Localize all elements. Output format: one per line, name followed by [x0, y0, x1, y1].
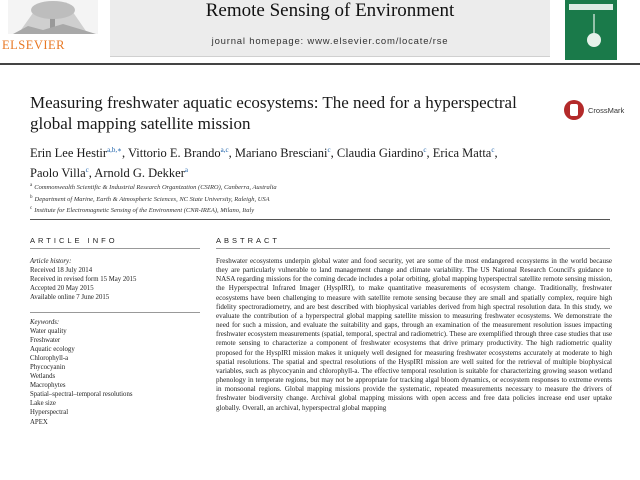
author-affil-ref[interactable]: c [423, 146, 427, 154]
author-affil-ref[interactable]: c [327, 146, 331, 154]
affiliation-text: Institute for Electromagnetic Sensing of the Environment (CNR-IREA), Milano, Italy [34, 207, 255, 215]
author-sep: , [426, 146, 433, 161]
history-label: Article history: [30, 258, 72, 265]
affiliation-text: Department of Marine, Earth & Atmospheric Sciences, NC State University, Raleigh, USA [34, 195, 270, 203]
history-item: Received 18 July 2014 [30, 267, 93, 274]
author-name[interactable]: Paolo Villa [30, 166, 86, 181]
author-sep: , [330, 146, 337, 161]
article-info-rule [30, 248, 200, 249]
crossmark-icon [564, 100, 584, 120]
paper-title: Measuring freshwater aquatic ecosystems: The need for a hyperspectral global mapping satellite mission [30, 93, 517, 133]
author-sep: , [88, 166, 95, 181]
author-affil-ref[interactable]: a,c [220, 146, 229, 154]
journal-title[interactable]: Remote Sensing of Environment [205, 0, 455, 21]
author-affil-ref[interactable]: c [491, 146, 495, 154]
keywords-list [30, 318, 205, 427]
author-affil-ref[interactable]: c [85, 166, 89, 175]
keyword-item: Spatial–spectral–temporal resolutions [30, 391, 133, 399]
author-name[interactable]: Mariano Bresciani [234, 146, 328, 161]
keyword-item: Phycocyanin [30, 364, 66, 372]
history-item: Received in revised form 15 May 2015 [30, 276, 137, 283]
keyword-item: Chlorophyll-a [30, 355, 69, 363]
article-history [30, 257, 205, 302]
author-name[interactable]: Vittorio E. Brando [127, 146, 221, 161]
history-item: Available online 7 June 2015 [30, 294, 110, 301]
publisher-name: ELSEVIER [2, 38, 66, 52]
author-name[interactable]: Claudia Giardino [336, 146, 424, 161]
keyword-item: Freshwater [30, 337, 61, 345]
affiliation-item [30, 204, 590, 216]
keyword-item: Aquatic ecology [30, 346, 75, 354]
crossmark-label: CrossMark [588, 105, 625, 115]
affiliation-marker: b [30, 194, 33, 200]
affiliation-text: Commonwealth Scientific & Industrial Research Organization (CSIRO), Canberra, Australia [34, 184, 277, 192]
author-affil-ref[interactable]: a [184, 166, 189, 175]
affiliation-marker: c [30, 206, 33, 212]
author-affil-ref[interactable]: a,b,∗ [107, 146, 122, 154]
journal-banner [110, 0, 550, 57]
keyword-item: Lake size [30, 400, 56, 408]
author-name[interactable]: Arnold G. Dekker [94, 166, 185, 181]
affiliation-marker: a [30, 183, 33, 188]
affiliation-item [30, 193, 590, 205]
author-sep: , [228, 146, 235, 161]
journal-cover-image[interactable] [565, 0, 617, 60]
journal-header [0, 0, 640, 62]
abstract-rule [216, 248, 610, 249]
article-info-heading: ARTICLE INFO [30, 236, 118, 245]
keywords-label: Keywords: [30, 319, 60, 326]
tree-logo-icon [8, 0, 98, 34]
keywords-rule [30, 312, 200, 313]
keyword-item: Macrophytes [30, 382, 66, 390]
header-divider [0, 63, 640, 65]
affiliation-list [30, 181, 590, 216]
author-sep: , [494, 146, 498, 161]
keyword-item: Water quality [30, 328, 67, 336]
affiliation-item [30, 181, 590, 193]
keyword-item: APEX [30, 418, 48, 426]
abstract-text: Freshwater ecosystems underpin global water and food security, yet are some of the most endangered ecosystems in the world because they are particularly vulnerable to land management change and climate variability. The US National Research Council's guidance to NASA regarding missions for the coming decade includes a polar orbiting, global mapping hyperspectral satellite remote sensing mission, the Hyperspectral Infrared Imager (HyspIRI), to make quantitative measurements of ecosystem change. Traditionally, freshwater ecosystems have been challenging to measure with satellite remote sensing because they are small and spatially complex, require high fidelity spectroradiometry, and are best described with biophysical variables derived from high spectral resolution data. In this study, we evaluate the contribution of a hyperspectral global mapping satellite mission to measuring freshwater ecosystems. We demonstrate the need for such a mission, and evaluate the suitability and gaps, through an examination of the measurement resolution issues impacting freshwater ecosystem measurements (spatial, temporal, spectral and radiometric). These are exemplified through three case studies that use remote sensing to characterize a component of freshwater ecosystems that drive primary productivity. The high radiometric quality proposed for the HyspIRI mission makes it uniquely well designed for measuring freshwater ecosystems accurately at moderate to high spatial resolutions. The spatial and spectral resolutions of the HyspIRI mission are well suited for the retrieval of multiple biophysical variables, such as phycocyanin and chlorophyll-a. The effective temporal resolution is suitable for characterizing growing season wetland phenology in temperate regions, but may not be appropriate for tracking algal bloom dynamics, or ecosystem responses to extreme events in monsoonal regions. Global mapping missions provide the systematic, repeated measurements necessary to measure the drivers of freshwater biodiversity change. Archival global mapping missions with open access and free data policies increase end user uptake globally. Overall, an archival, hyperspectral global mapping [216, 257, 612, 412]
abstract-heading: ABSTRACT [216, 236, 281, 245]
author-sep: , [121, 146, 128, 161]
keyword-item: Hyperspectral [30, 409, 69, 417]
author-list [30, 142, 590, 182]
keyword-item: Wetlands [30, 373, 56, 381]
author-name[interactable]: Erin Lee Hestir [30, 146, 108, 161]
cover-art-icon [565, 0, 617, 60]
author-name[interactable]: Erica Matta [432, 146, 492, 161]
history-item: Accepted 20 May 2015 [30, 285, 94, 292]
crossmark-badge[interactable] [564, 100, 624, 120]
section-divider [30, 219, 610, 220]
journal-homepage-link[interactable]: journal homepage: www.elsevier.com/locate/rse [211, 36, 449, 47]
publisher-logo[interactable] [0, 0, 103, 56]
